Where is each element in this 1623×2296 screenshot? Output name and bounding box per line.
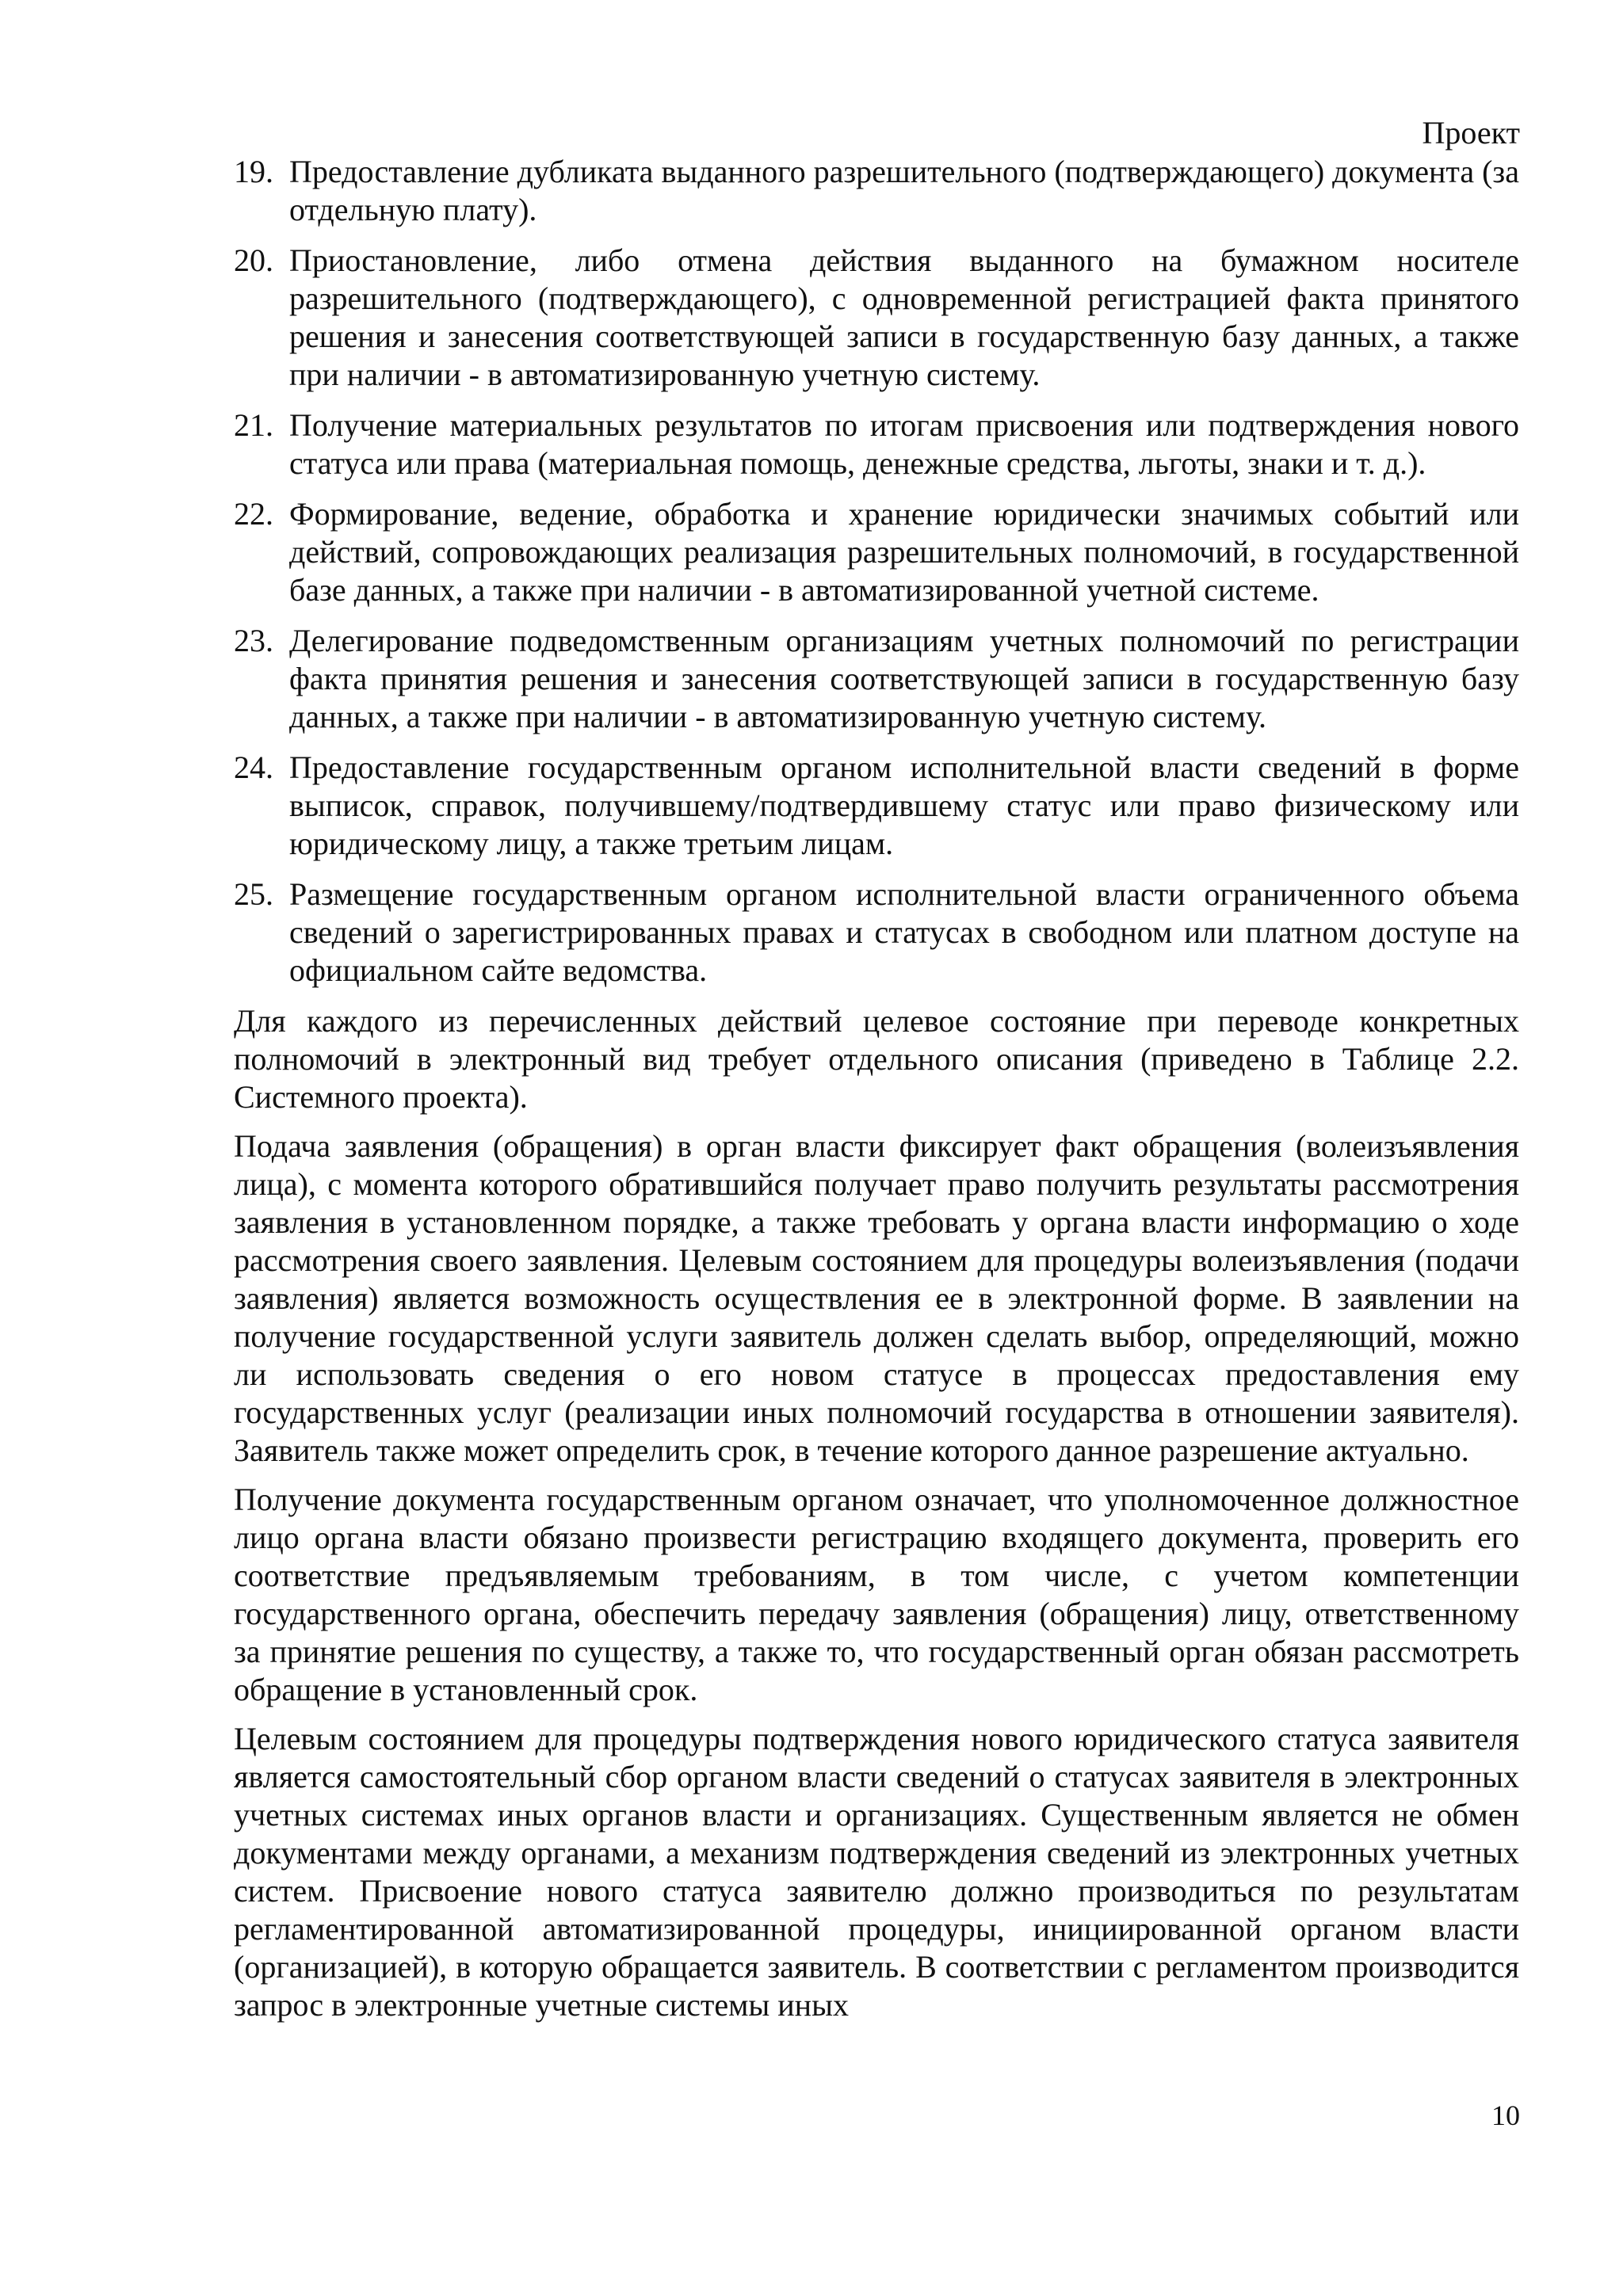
list-item-number: 21. <box>234 407 273 443</box>
page-content <box>234 153 1519 2035</box>
list-item <box>234 749 1519 863</box>
list-item <box>234 622 1519 736</box>
body-paragraph: Целевым состоянием для процедуры подтверждения нового юридического статуса заявителя является самостоятельный сбор органом власти сведений о статусах заявителя в электронных учетных системах иных органов власти и организациях. Существенным является не обмен документами между органами, а механизм подтверждения сведений из электронных учетных систем. Присвоение нового статуса заявителю должно производиться по результатам регламентированной автоматизированной процедуры, инициированной органом власти (организацией), в которую обращается заявитель. В соответствии с регламентом производится запрос в электронные учетные системы иных <box>234 1721 1519 2023</box>
list-item-text: Делегирование подведомственным организациям учетных полномочий по регистрации факта принятия решения и занесения соответствующей записи в государственную базу данных, а также при наличии - в автоматизированную учетную систему. <box>289 623 1519 734</box>
list-item-number: 24. <box>234 749 273 785</box>
body-paragraph: Подача заявления (обращения) в орган власти фиксирует факт обращения (волеизъявления лица), с момента которого обратившийся получает право получить результаты рассмотрения заявления в установленном порядке, а также требовать у органа власти информацию о ходе рассмотрения своего заявления. Целевым состоянием для процедуры волеизъявления (подачи заявления) является возможность осуществления ее в электронной форме. В заявлении на получение государственной услуги заявитель должен сделать выбор, определяющий, можно ли использовать сведения о его новом статусе в процессах предоставления ему государственных услуг (реализации иных полномочий государства в отношении заявителя). Заявитель также может определить срок, в течение которого данное разрешение актуально. <box>234 1128 1519 1468</box>
body-paragraph: Получение документа государственным органом означает, что уполномоченное должностное лицо органа власти обязано произвести регистрацию входящего документа, проверить его соответствие предъявляемым требованиям, в том числе, с учетом компетенции государственного органа, обеспечить передачу заявления (обращения) лицу, ответственному за принятие решения по существу, а также то, что государственный орган обязан рассмотреть обращение в установленный срок. <box>234 1482 1519 1707</box>
list-item-text: Предоставление государственным органом исполнительной власти сведений в форме выписок, справок, получившему/подтвердившему статус или право физическому или юридическому лицу, а также третьим лицам. <box>289 749 1519 861</box>
list-item-number: 19. <box>234 154 273 189</box>
list-item <box>234 406 1519 482</box>
draft-label: Проект <box>1422 115 1520 151</box>
list-item-text: Предоставление дубликата выданного разрешительного (подтверждающего) документа (за отдельную плату). <box>289 154 1519 227</box>
list-item <box>234 153 1519 229</box>
list-item <box>234 495 1519 609</box>
list-item <box>234 242 1519 394</box>
list-item-text: Приостановление, либо отмена действия выданного на бумажном носителе разрешительного (подтверждающего), с одновременной регистрацией факта принятого решения и занесения соответствующей записи в государственную базу данных, а также при наличии - в автоматизированную учетную систему. <box>289 242 1519 392</box>
list-item-text: Получение материальных результатов по итогам присвоения или подтверждения нового статуса или права (материальная помощь, денежные средства, льготы, знаки и т. д.). <box>289 407 1519 481</box>
list-item <box>234 875 1519 990</box>
list-item-number: 23. <box>234 623 273 658</box>
page-number: 10 <box>1491 2100 1520 2131</box>
body-paragraph: Для каждого из перечисленных действий целевое состояние при переводе конкретных полномочий в электронный вид требует отдельного описания (приведено в Таблице 2.2. Системного проекта). <box>234 1003 1519 1115</box>
list-item-number: 25. <box>234 876 273 912</box>
list-item-number: 22. <box>234 496 273 532</box>
numbered-list <box>234 153 1519 990</box>
list-item-number: 20. <box>234 242 273 278</box>
list-item-text: Формирование, ведение, обработка и хранение юридически значимых событий или действий, сопровождающих реализация разрешительных полномочий, в государственной базе данных, а также при наличии - в автоматизированной учетной системе. <box>289 496 1519 608</box>
list-item-text: Размещение государственным органом исполнительной власти ограниченного объема сведений о зарегистрированных правах и статусах в свободном или платном доступе на официальном сайте ведомства. <box>289 876 1519 988</box>
